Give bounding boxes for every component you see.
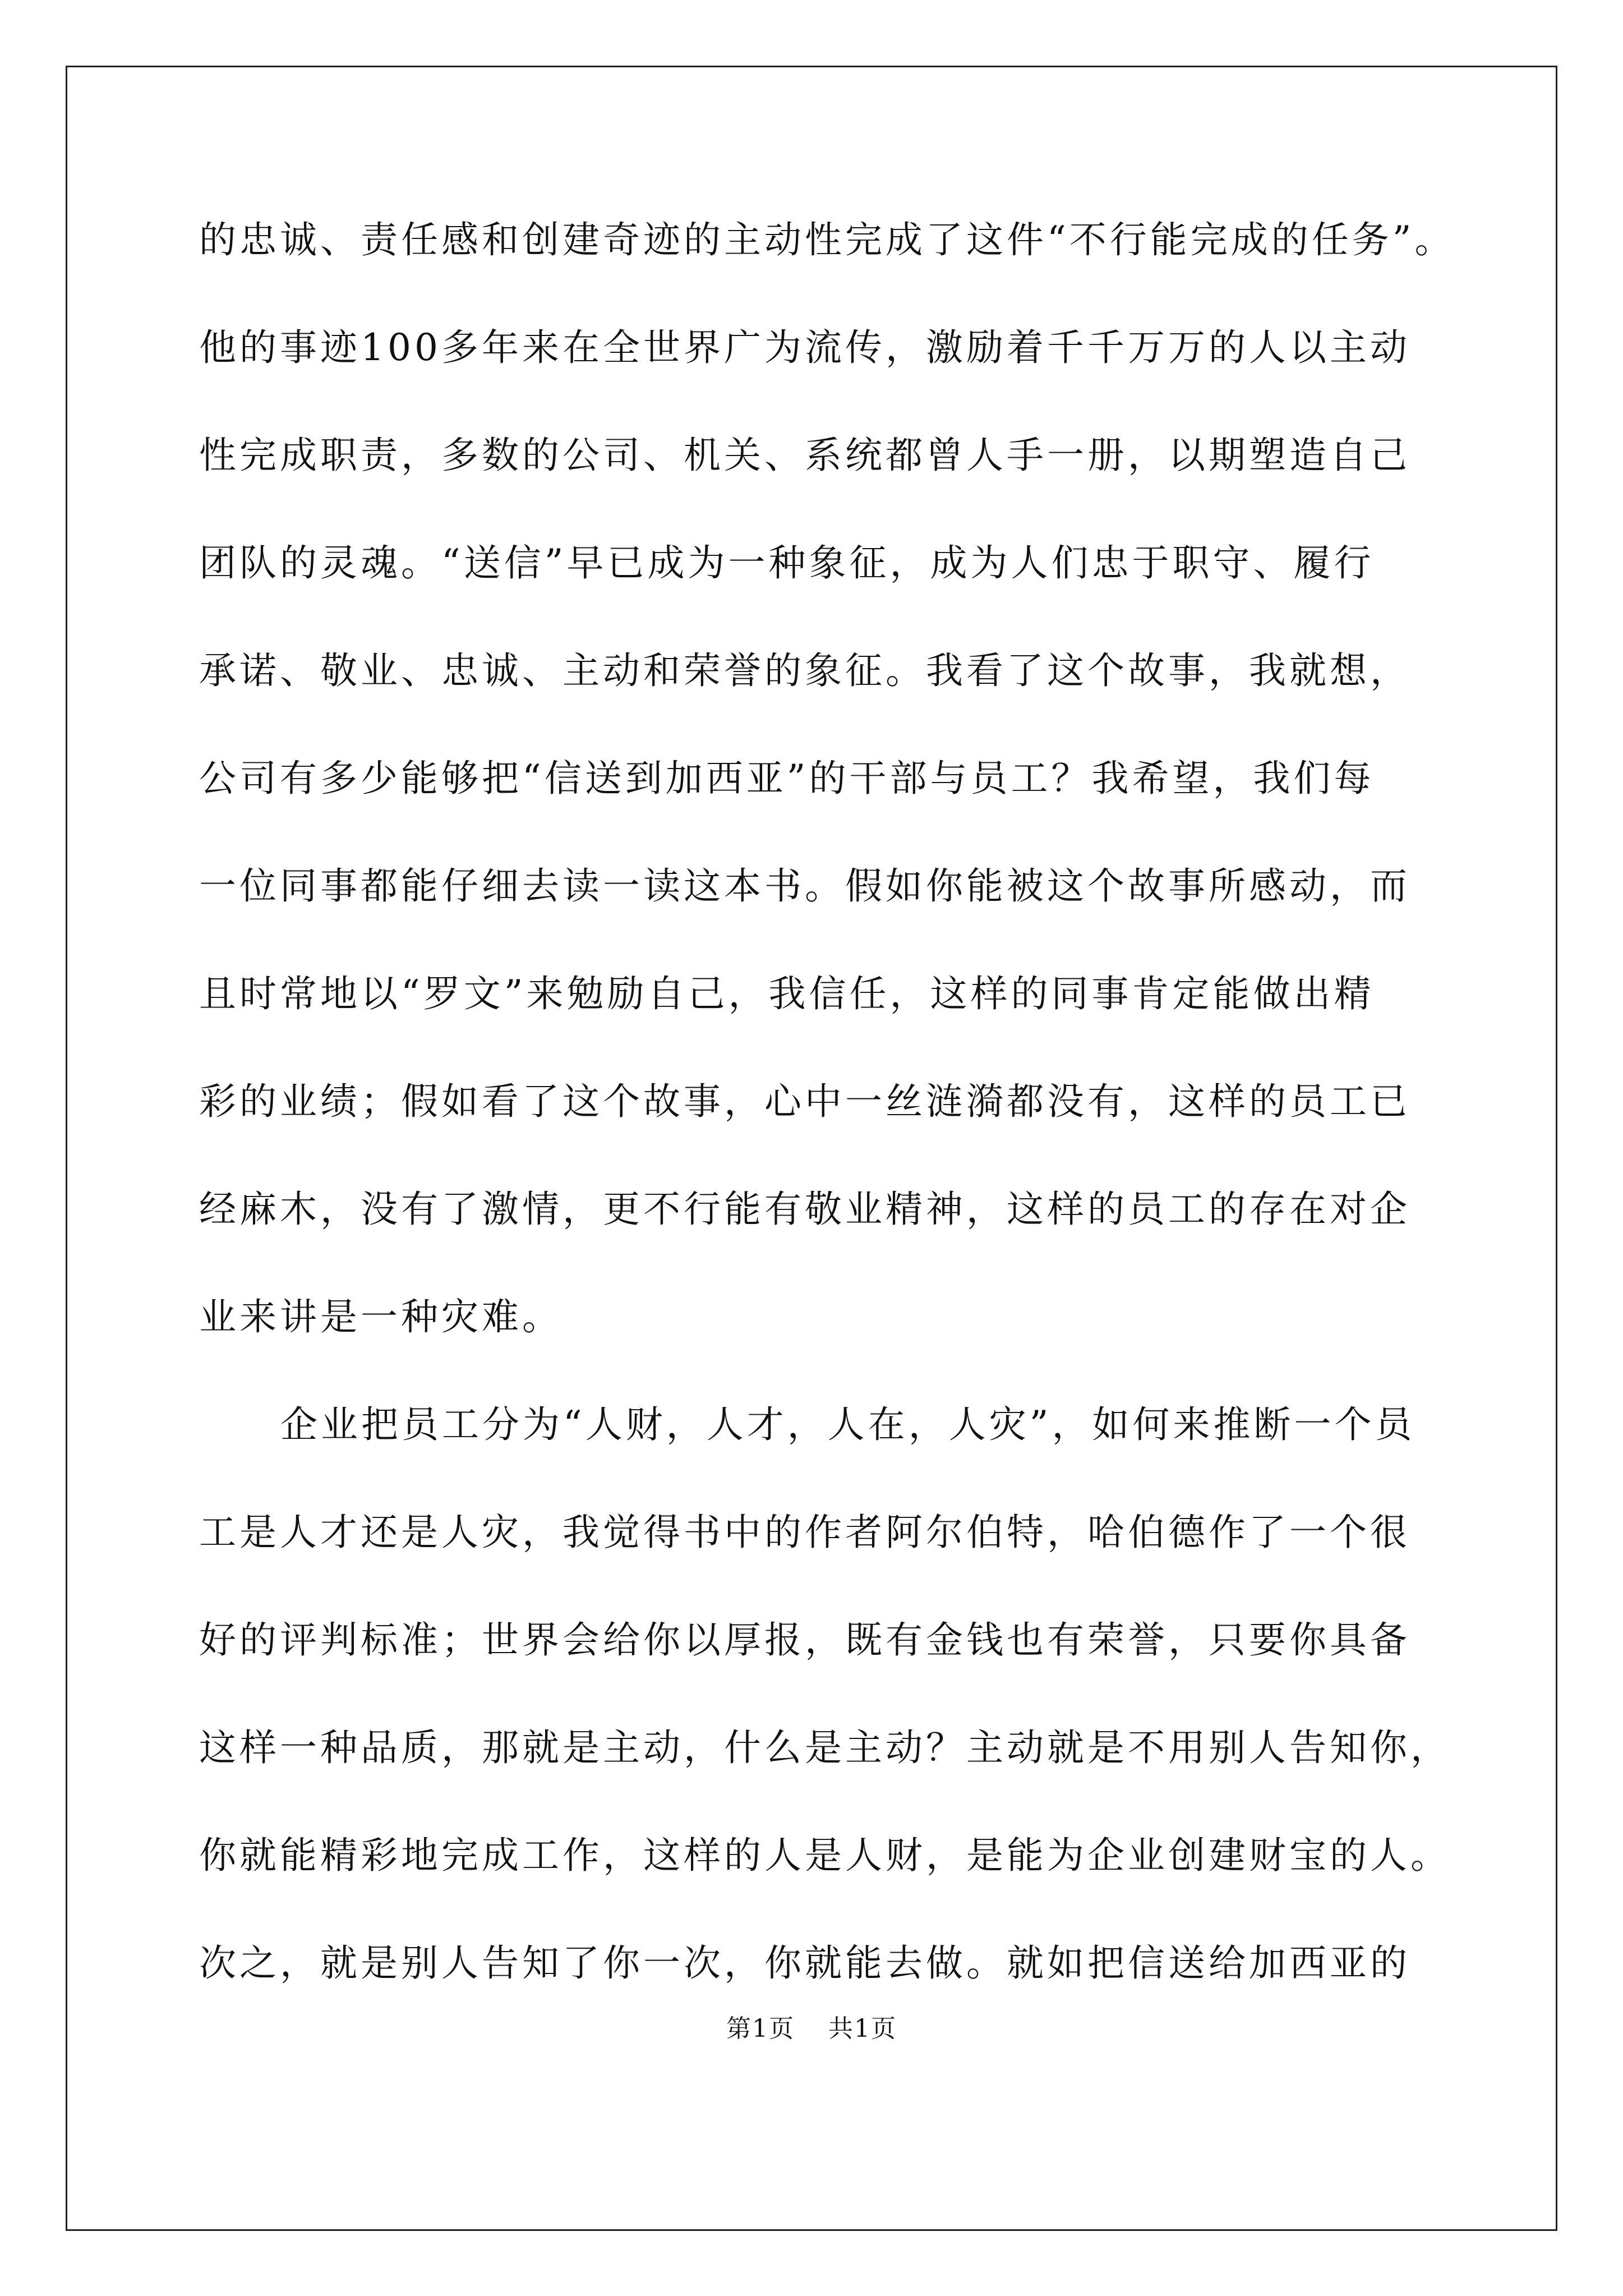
page-number: 第1页 [726, 2014, 795, 2043]
text-line-last: 次之，就是别人告知了你一次，你就能去做。就如把信送给加西亚的 [199, 1941, 1410, 1985]
text-line: 性完成职责，多数的公司、机关、系统都曾人手一册，以期塑造自己 [199, 434, 1410, 477]
text-line: 这样一种品质，那就是主动，什么是主动？主动就是不用别人告知你， [199, 1726, 1451, 1769]
text-line: 的忠诚、责任感和创建奇迹的主动性完成了这件“不行能完成的任务”。 [199, 218, 1455, 261]
text-line: 一位同事都能仔细去读一读这本书。假如你能被这个故事所感动，而 [199, 864, 1410, 908]
page-total: 共1页 [828, 2014, 897, 2043]
paragraph-first-line: 企业把员工分为“人财，人才，人在，人灾”，如何来推断一个员 [280, 1403, 1415, 1446]
text-line: 经麻木，没有了激情，更不行能有敬业精神，这样的员工的存在对企 [199, 1188, 1410, 1231]
text-line: 公司有多少能够把“信送到加西亚”的干部与员工？我希望，我们每 [199, 757, 1375, 800]
page-footer [0, 2014, 1623, 2043]
text-line: 彩的业绩；假如看了这个故事，心中一丝涟漪都没有，这样的员工已 [199, 1080, 1410, 1123]
text-line: 团队的灵魂。“送信”早已成为一种象征，成为人们忠于职守、履行 [199, 541, 1375, 585]
text-line: 承诺、敬业、忠诚、主动和荣誉的象征。我看了这个故事，我就想， [199, 649, 1410, 692]
text-line: 他的事迹100多年来在全世界广为流传，激励着千千万万的人以主动 [199, 326, 1410, 369]
page-border [66, 66, 1557, 2231]
text-line: 工是人才还是人灾，我觉得书中的作者阿尔伯特，哈伯德作了一个很 [199, 1511, 1410, 1554]
text-line: 好的评判标准；世界会给你以厚报，既有金钱也有荣誉，只要你具备 [199, 1618, 1410, 1662]
text-line: 业来讲是一种灾难。 [199, 1295, 562, 1338]
text-line: 你就能精彩地完成工作，这样的人是人财，是能为企业创建财宝的人。 [199, 1834, 1451, 1877]
text-line: 且时常地以“罗文”来勉励自己，我信任，这样的同事肯定能做出精 [199, 972, 1375, 1015]
